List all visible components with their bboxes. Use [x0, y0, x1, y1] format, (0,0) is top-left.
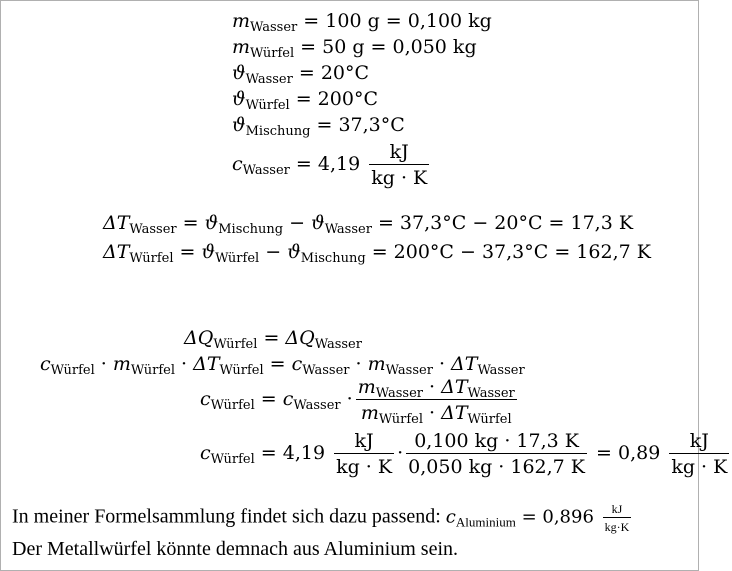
symbol: ϑ	[232, 88, 246, 110]
subscript: Würfel	[130, 363, 175, 378]
fraction-numerator: kJ	[603, 502, 632, 518]
subscript: Wasser	[242, 163, 290, 178]
symbol: c	[200, 388, 211, 410]
symbol: c	[40, 353, 51, 375]
fraction-denominator: kg · K	[671, 456, 728, 478]
equation-solve-c: $c_{Würfel} = c_{Wasser}$ · $\frac{m_{Wasser} \cdot \Delta T_{Wasser}}{m_{Würfel} \cdot \Delta T_{Würfel}}$	[200, 376, 515, 427]
symbol: ΔQ	[285, 327, 315, 349]
fraction-numerator: 0,100 kg · 17,3 K	[406, 430, 587, 454]
subscript: Wasser	[129, 222, 177, 237]
equation-dq: $\Delta Q_{Würfel} = \Delta Q_{Wasser}$	[184, 327, 362, 352]
symbol: ΔQ	[184, 327, 214, 349]
symbol: ΔT	[451, 353, 478, 375]
fraction-denominator: kg · K	[371, 167, 428, 189]
symbol: ϑ	[311, 212, 325, 234]
symbol: c	[200, 442, 211, 464]
unit-fraction	[603, 502, 632, 534]
subscript: Würfel	[215, 251, 260, 266]
symbol: c	[232, 153, 243, 175]
subscript: Würfel	[378, 412, 423, 427]
symbol: m	[232, 36, 251, 58]
symbol: c	[291, 353, 303, 375]
value: = 0,89	[590, 442, 667, 464]
subscript: Mischung	[300, 251, 366, 266]
fraction-denominator: kg·K	[604, 520, 630, 534]
subscript: Würfel	[245, 98, 290, 113]
subscript: Mischung	[218, 222, 284, 237]
subscript: Würfel	[210, 398, 255, 413]
value: = 20°C	[292, 62, 370, 84]
symbol: ΔT	[441, 402, 468, 424]
value: = 50 g = 0,050 kg	[294, 36, 477, 58]
value: = 100 g = 0,100 kg	[297, 10, 492, 32]
given-t-wasser	[232, 62, 370, 87]
subscript: Wasser	[250, 20, 298, 35]
subscript: Würfel	[210, 452, 255, 467]
numeric-fraction	[406, 430, 587, 478]
symbol: ΔT	[193, 353, 220, 375]
conclusion-line-1	[12, 502, 634, 534]
text: Der Metallwürfel könnte demnach aus Aluminium sein.	[12, 538, 459, 560]
symbol: ϑ	[287, 241, 301, 263]
subscript: Wasser	[375, 386, 423, 401]
value: = 37,3°C	[310, 114, 405, 136]
fraction-denominator: 0,050 kg · 162,7 K	[408, 456, 585, 478]
text: In meiner Formelsammlung findet sich dazu passend:	[12, 505, 446, 528]
subscript: Aluminium	[455, 514, 516, 530]
unit-fraction	[669, 430, 729, 478]
symbol: ϑ	[201, 241, 216, 263]
symbol: m	[360, 402, 379, 424]
subscript: Würfel	[50, 363, 95, 378]
subscript: Würfel	[250, 46, 295, 61]
fraction-numerator: $m_{Wasser} \cdot \Delta T_{Wasser}$	[357, 376, 515, 401]
subscript: Mischung	[245, 124, 311, 139]
fraction-numerator: kJ	[669, 430, 729, 454]
fraction-denominator: kg · K	[336, 456, 393, 478]
symbol: ΔT	[441, 376, 468, 398]
symbol: ϑ	[204, 212, 219, 234]
delta-t-wasser: $\Delta T_{Wasser} = ϑ_{Mischung} - ϑ_{Wasser} = 37,3^\circ C - 20^\circ C = 17,3$ K	[103, 212, 634, 237]
symbol: ΔT	[103, 212, 130, 234]
symbol: ϑ	[232, 114, 246, 136]
unit-fraction	[334, 430, 394, 478]
given-c-wasser	[232, 141, 432, 189]
subscript: Würfel	[129, 251, 174, 266]
symbol: m	[357, 376, 376, 398]
given-t-wuerfel	[232, 88, 378, 113]
symbol: m	[112, 353, 131, 375]
given-m-wuerfel	[232, 36, 477, 61]
symbol: m	[232, 10, 251, 32]
given-m-wasser	[232, 10, 492, 35]
value: = 200°C − 37,3°C = 162,7 K	[365, 241, 651, 263]
equation-result: $c_{Würfel} = 4,19$ $\frac{kJ}{kg \cdot K}$ · $\frac{0,100 kg \cdot 17,3 K}{0,050 kg \cdot 162,7 K}$ = 0,89 $\frac{kJ}{kg \cdot K}$	[200, 430, 728, 478]
value: = 4,19	[289, 153, 367, 175]
subscript: Würfel	[219, 363, 264, 378]
conclusion-line-2	[12, 538, 458, 560]
symbol: m	[367, 353, 386, 375]
value: = 37,3°C − 20°C = 17,3 K	[371, 212, 634, 234]
symbol: c	[445, 506, 456, 528]
symbol: ΔT	[103, 241, 130, 263]
subscript: Wasser	[324, 222, 372, 237]
value: = 0,896	[515, 506, 600, 528]
unit-fraction	[369, 141, 429, 189]
subscript: Wasser	[302, 363, 350, 378]
subscript: Wasser	[467, 386, 515, 401]
value: = 4,19	[254, 442, 332, 464]
subscript: Würfel	[467, 412, 512, 427]
subscript: Wasser	[293, 398, 341, 413]
delta-t-wuerfel: $\Delta T_{Würfel} = ϑ_{Würfel} - ϑ_{Mischung} = 200^\circ C - 37,3^\circ C = 162,7$ K	[103, 241, 651, 266]
given-t-mischung	[232, 114, 405, 139]
subscript: Wasser	[477, 363, 525, 378]
symbol: c	[282, 388, 294, 410]
subscript: Wasser	[385, 363, 433, 378]
fraction-denominator: $m_{Würfel} \cdot \Delta T_{Würfel}$	[360, 402, 512, 427]
fraction-numerator: kJ	[369, 141, 429, 165]
subscript: Wasser	[314, 337, 362, 352]
fraction-numerator: kJ	[334, 430, 394, 454]
equation-energy-balance: $c_{Würfel} \cdot m_{Würfel} \cdot \Delta T_{Würfel} = c_{Wasser} \cdot m_{Wasser} \cdot \Delta T_{Wasser}$	[40, 353, 525, 378]
subscript: Wasser	[245, 72, 293, 87]
symbol: ϑ	[232, 62, 246, 84]
subscript: Würfel	[213, 337, 258, 352]
value: = 200°C	[289, 88, 378, 110]
